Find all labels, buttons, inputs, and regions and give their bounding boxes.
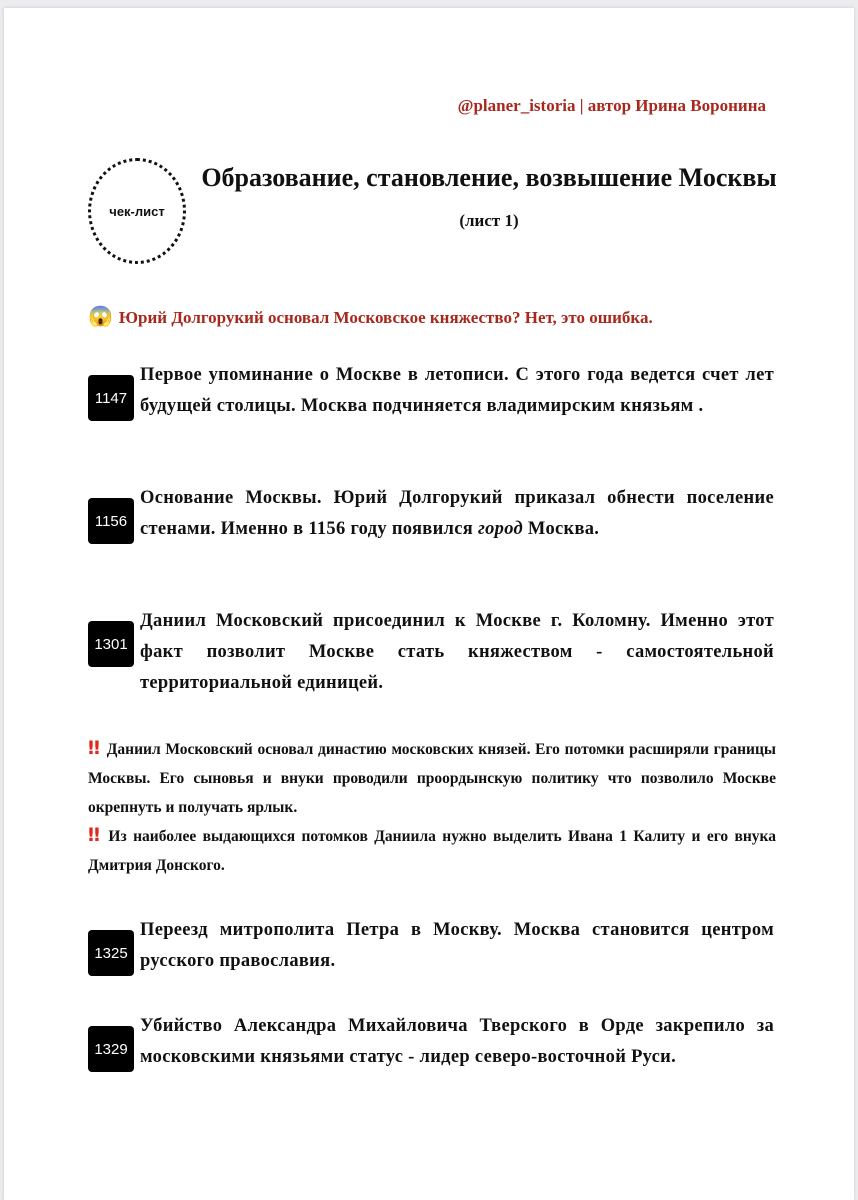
entry-text-part: Москва. (523, 519, 600, 539)
entry-text: Даниил Московский присоединил к Москве г. Коломну. Именно этот факт позволит Москве стать княжеством - самостоятельной территориальной единицей. (140, 611, 774, 693)
entry-text: Первое упоминание о Москве в летописи. С этого года ведется счет лет будущей столицы. Москва подчиняется владимирским князьям . (140, 365, 774, 416)
title-suffix: (лист 1) (459, 211, 519, 230)
title-text: Образование, становление, возвышение Москвы (201, 163, 777, 192)
timeline-entry (88, 483, 774, 545)
note (88, 734, 776, 822)
stamp-label: чек-лист (109, 203, 165, 219)
timeline-entry (88, 915, 774, 977)
entry-text: Переезд митрополита Петра в Москву. Москва становится центром русского православия. (140, 920, 774, 971)
double-exclamation-icon: ‼ (88, 737, 101, 759)
timeline-entry (88, 360, 774, 422)
myth-callout (88, 304, 653, 329)
year-badge: 1325 (88, 930, 134, 976)
note (88, 821, 776, 880)
timeline-entry (88, 1011, 774, 1073)
author-line: @planer_istoria | автор Ирина Воронина (457, 96, 766, 115)
page-title (194, 158, 784, 241)
year-badge: 1329 (88, 1026, 134, 1072)
myth-text: Юрий Долгорукий основал Московское княжество? Нет, это ошибка. (118, 308, 653, 327)
checklist-stamp (88, 158, 186, 264)
timeline-entry (88, 606, 774, 699)
year-badge: 1301 (88, 621, 134, 667)
entry-text: Убийство Александра Михайловича Тверского в Орде закрепило за московскими князьями статус - лидер северо-восточной Руси. (140, 1016, 774, 1067)
note-text: Из наиболее выдающихся потомков Даниила нужно выделить Ивана 1 Калиту и его внука Дмитрия Донского. (88, 828, 776, 874)
note-text: Даниил Московский основал династию московских князей. Его потомки расширяли границы Москвы. Его сыновья и внуки проводили проордынскую политику что позволило Москве окрепнуть и получать ярлык. (88, 741, 776, 816)
year-badge: 1147 (88, 375, 134, 421)
entry-text-italic: город (477, 519, 523, 539)
screaming-face-icon: 😱 (88, 306, 113, 328)
document-page (4, 8, 854, 1200)
year-badge: 1156 (88, 498, 134, 544)
entry-text-part: Основание Москвы. Юрий Долгорукий приказал обнести поселение стенами. Именно в 1156 году появился (140, 488, 774, 539)
double-exclamation-icon: ‼ (88, 824, 103, 846)
entry-text (140, 483, 774, 545)
